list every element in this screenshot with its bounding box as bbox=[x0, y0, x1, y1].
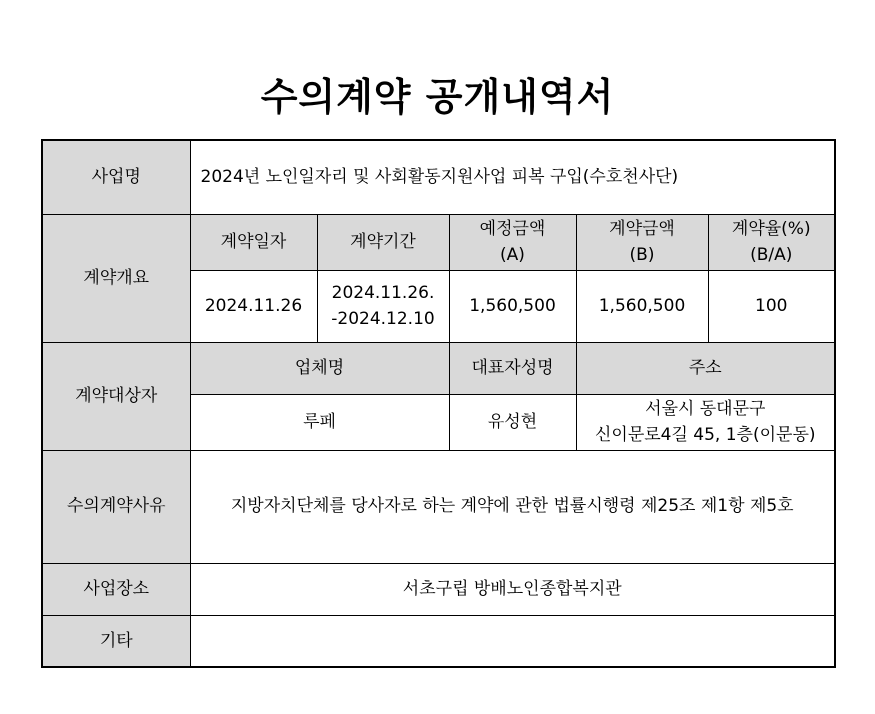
company-name-header: 업체명 bbox=[190, 342, 449, 394]
location-row bbox=[42, 563, 835, 615]
address-header: 주소 bbox=[576, 342, 835, 394]
contract-period-end: -2024.12.10 bbox=[331, 309, 435, 329]
contract-amount-value: 1,560,500 bbox=[576, 270, 708, 342]
address-value bbox=[576, 394, 835, 450]
location-label: 사업장소 bbox=[42, 563, 190, 615]
estimated-amount-header-line2: (A) bbox=[500, 245, 525, 265]
representative-value: 유성현 bbox=[449, 394, 576, 450]
contract-amount-header bbox=[576, 214, 708, 270]
project-label: 사업명 bbox=[42, 140, 190, 214]
contract-amount-header-line1: 계약금액 bbox=[609, 218, 675, 239]
contract-date-value: 2024.11.26 bbox=[190, 270, 317, 342]
document-title: 수의계약 공개내역서 bbox=[260, 75, 615, 119]
counterparty-label: 계약대상자 bbox=[42, 342, 190, 450]
reason-value: 지방자치단체를 당사자로 하는 계약에 관한 법률시행령 제25조 제1항 제5호 bbox=[190, 450, 835, 563]
other-value bbox=[190, 615, 835, 667]
contract-rate-header-line2: (B/A) bbox=[750, 245, 793, 265]
reason-row bbox=[42, 450, 835, 563]
other-label: 기타 bbox=[42, 615, 190, 667]
representative-header: 대표자성명 bbox=[449, 342, 576, 394]
location-value: 서초구립 방배노인종합복지관 bbox=[190, 563, 835, 615]
estimated-amount-value: 1,560,500 bbox=[449, 270, 576, 342]
contract-period-start: 2024.11.26. bbox=[331, 282, 435, 303]
contract-amount-header-line2: (B) bbox=[629, 245, 655, 265]
estimated-amount-header bbox=[449, 214, 576, 270]
project-row bbox=[42, 140, 835, 214]
address-line1: 서울시 동대문구 bbox=[645, 398, 766, 419]
contract-rate-header bbox=[708, 214, 835, 270]
contract-disclosure-table bbox=[41, 139, 836, 668]
company-name-value: 루페 bbox=[190, 394, 449, 450]
contract-summary-header-row bbox=[42, 214, 835, 270]
counterparty-header-row bbox=[42, 342, 835, 394]
contract-date-header: 계약일자 bbox=[190, 214, 317, 270]
contract-summary-label: 계약개요 bbox=[42, 214, 190, 342]
estimated-amount-header-line1: 예정금액 bbox=[479, 218, 546, 239]
reason-label: 수의계약사유 bbox=[42, 450, 190, 563]
other-row bbox=[42, 615, 835, 667]
contract-rate-value: 100 bbox=[708, 270, 835, 342]
contract-period-header: 계약기간 bbox=[317, 214, 449, 270]
contract-rate-header-line1: 계약율(%) bbox=[731, 218, 811, 239]
address-line2: 신이문로4길 45, 1층(이문동) bbox=[594, 425, 816, 445]
contract-period-value bbox=[317, 270, 449, 342]
project-value: 2024년 노인일자리 및 사회활동지원사업 피복 구입(수호천사단) bbox=[190, 140, 835, 214]
